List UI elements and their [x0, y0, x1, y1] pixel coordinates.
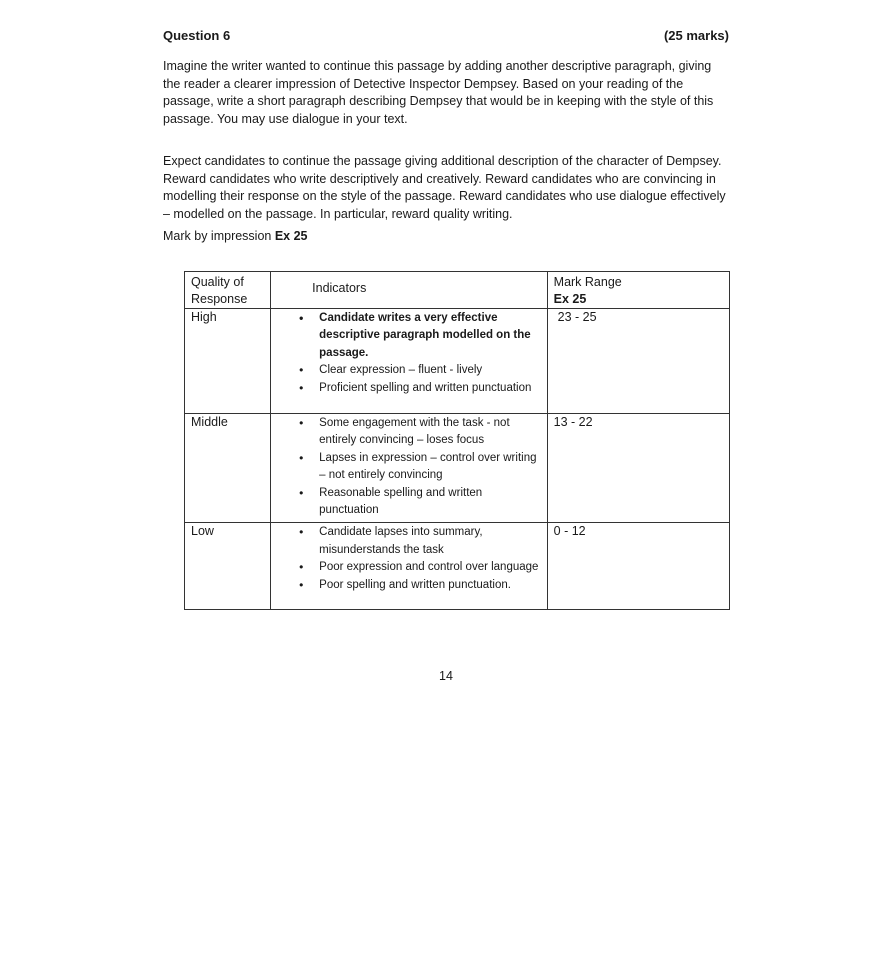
- table-row: [185, 414, 730, 523]
- indicator-item: • Lapses in expression – control over writing – not entirely convincing: [319, 450, 543, 485]
- indicator-list: [271, 414, 547, 522]
- indicators-cell: [271, 414, 548, 523]
- range-cell: 13 - 22: [547, 414, 729, 523]
- indicator-list: [271, 309, 547, 400]
- mark-by-prefix: Mark by impression: [163, 229, 275, 243]
- indicator-item: • Clear expression – fluent - lively: [319, 362, 543, 379]
- mark-by-impression: [163, 228, 731, 246]
- indicator-item: • Poor spelling and written punctuation.: [319, 577, 543, 594]
- level-cell: Middle: [185, 414, 271, 523]
- question-marks: (25 marks): [663, 28, 729, 43]
- page-number: 14: [439, 669, 453, 683]
- mark-by-value: Ex 25: [274, 229, 308, 243]
- header-mark-range: [547, 272, 729, 309]
- indicator-item: • Poor expression and control over language: [319, 559, 543, 576]
- header-quality: Quality of Response: [185, 272, 271, 309]
- indicator-item: • Proficient spelling and written punctuation: [319, 380, 543, 397]
- marking-guidance: Expect candidates to continue the passage giving additional description of the character of Dempsey. Reward candidates who write descriptively and creatively. Reward candidates who are convincing in modelling their response on the style of the passage. Reward candidates who use dialogue effectively – modelled on the passage. In particular, reward quality writing.: [163, 154, 726, 221]
- indicator-item: • Candidate writes a very effective descriptive paragraph modelled on the passage.: [319, 310, 543, 362]
- question-header: [163, 28, 731, 46]
- header-range-sub: Ex 25: [553, 292, 587, 306]
- question-title: Question 6: [163, 28, 231, 43]
- indicators-cell: [271, 309, 548, 414]
- range-cell: 23 - 25: [547, 309, 729, 414]
- indicators-cell: [271, 523, 548, 610]
- question-prompt: Imagine the writer wanted to continue this passage by adding another descriptive paragraph, giving the reader a clearer impression of Detective Inspector Dempsey. Based on your reading of the passage, write a short paragraph describing Dempsey that would be in keeping with the style of this passage. You may use dialogue in your text.: [163, 59, 714, 126]
- indicator-item: • Reasonable spelling and written punctuation: [319, 485, 543, 520]
- marking-table: [184, 271, 730, 610]
- header-indicators: Indicators: [271, 272, 548, 309]
- level-cell: High: [185, 309, 271, 414]
- indicator-list: [271, 523, 547, 597]
- indicator-item: • Candidate lapses into summary, misunderstands the task: [319, 524, 543, 559]
- table-row: [185, 523, 730, 610]
- indicator-item: • Some engagement with the task - not entirely convincing – loses focus: [319, 415, 543, 450]
- table-header-row: [185, 272, 730, 309]
- range-cell: 0 - 12: [547, 523, 729, 610]
- level-cell: Low: [185, 523, 271, 610]
- header-range-label: Mark Range: [553, 275, 622, 289]
- table-row: [185, 309, 730, 414]
